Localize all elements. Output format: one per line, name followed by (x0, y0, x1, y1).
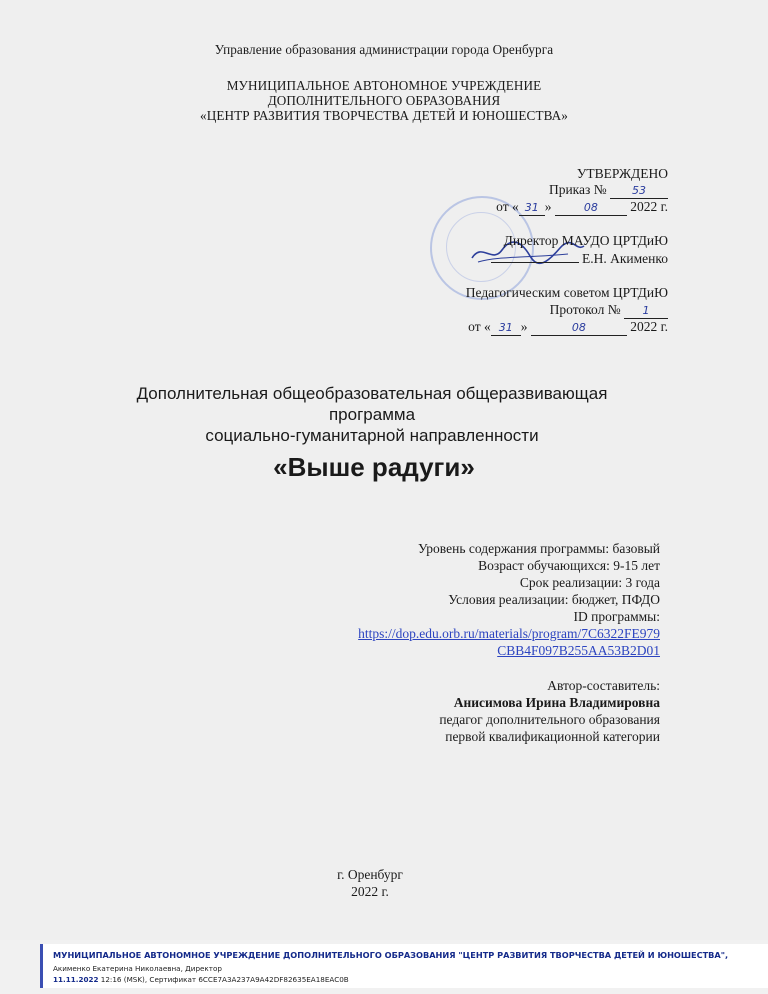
program-id-label: ID программы: (573, 609, 660, 624)
protocol-label: Протокол № (549, 302, 621, 317)
signature-org: МУНИЦИПАЛЬНОЕ АВТОНОМНОЕ УЧРЕЖДЕНИЕ ДОПОЛНИТЕЛЬНОГО ОБРАЗОВАНИЯ "ЦЕНТР РАЗВИТИЯ ТВОРЧЕСТВА ДЕТЕЙ И ЮНОШЕСТВА", (53, 950, 729, 960)
city: г. Оренбург (337, 867, 403, 882)
program-url-line-2[interactable]: CBB4F097B255AA53B2D01 (497, 643, 660, 658)
age-line: Возраст обучающихся: 9-15 лет (478, 558, 660, 573)
order-day: 31 (519, 203, 545, 216)
footer-year: 2022 г. (351, 884, 389, 899)
council-from-label: от « (468, 319, 491, 334)
program-title-line-2: программа (328, 405, 416, 424)
council-month: 08 (531, 323, 627, 336)
signature-details: 12:16 (MSK), Сертификат 6CCE7A3A237A9A42DF82635EA18EAC0B (100, 975, 349, 984)
author-role-2: первой квалификационной категории (445, 729, 660, 744)
council-year: 2022 г. (630, 319, 668, 334)
author-name: Анисимова Ирина Владимировна (453, 695, 660, 710)
program-title-line-1: Дополнительная общеобразовательная общеразвивающая (136, 384, 608, 403)
org-line-3: «ЦЕНТР РАЗВИТИЯ ТВОРЧЕСТВА ДЕТЕЙ И ЮНОШЕСТВА» (200, 108, 568, 123)
department-line: Управление образования администрации города Оренбурга (214, 42, 554, 57)
signature-details-line (53, 975, 349, 984)
signature-date: 11.11.2022 (53, 975, 99, 984)
director-name: Е.Н. Акименко (581, 251, 668, 266)
electronic-signature-bar (40, 944, 768, 988)
signature-signer: Акименко Екатерина Николаевна, Директор (53, 964, 222, 973)
council-quote-close: » (520, 319, 528, 334)
order-line (549, 182, 668, 199)
order-label: Приказ № (548, 182, 607, 197)
org-line-2: ДОПОЛНИТЕЛЬНОГО ОБРАЗОВАНИЯ (267, 93, 501, 108)
order-date-line (496, 199, 668, 216)
protocol-line (550, 302, 668, 319)
council-date-line (468, 319, 668, 336)
author-role-1: педагог дополнительного образования (439, 712, 660, 727)
order-month: 08 (555, 203, 627, 216)
council-day: 31 (491, 323, 521, 336)
council-line: Педагогическим советом ЦРТДиЮ (465, 285, 668, 300)
director-line (491, 250, 668, 267)
director-title: Директор МАУДО ЦРТДиЮ (503, 233, 668, 248)
order-year: 2022 г. (630, 199, 668, 214)
order-quote-close: » (544, 199, 552, 214)
order-from-label: от « (496, 199, 519, 214)
approved-heading: УТВЕРЖДЕНО (576, 166, 668, 181)
program-name: «Выше радуги» (273, 452, 475, 482)
org-line-1: МУНИЦИПАЛЬНОЕ АВТОНОМНОЕ УЧРЕЖДЕНИЕ (226, 78, 542, 93)
term-line: Срок реализации: 3 года (519, 575, 660, 590)
director-sign-blank (491, 250, 579, 263)
protocol-number: 1 (624, 306, 668, 319)
author-label: Автор-составитель: (547, 678, 660, 693)
conditions-line: Условия реализации: бюджет, ПФДО (448, 592, 660, 607)
program-title-line-3: социально-гуманитарной направленности (205, 426, 539, 445)
program-url-line-1[interactable]: https://dop.edu.orb.ru/materials/program/7C6322FE979 (358, 626, 660, 641)
order-number: 53 (610, 186, 668, 199)
level-line: Уровень содержания программы: базовый (417, 541, 660, 556)
